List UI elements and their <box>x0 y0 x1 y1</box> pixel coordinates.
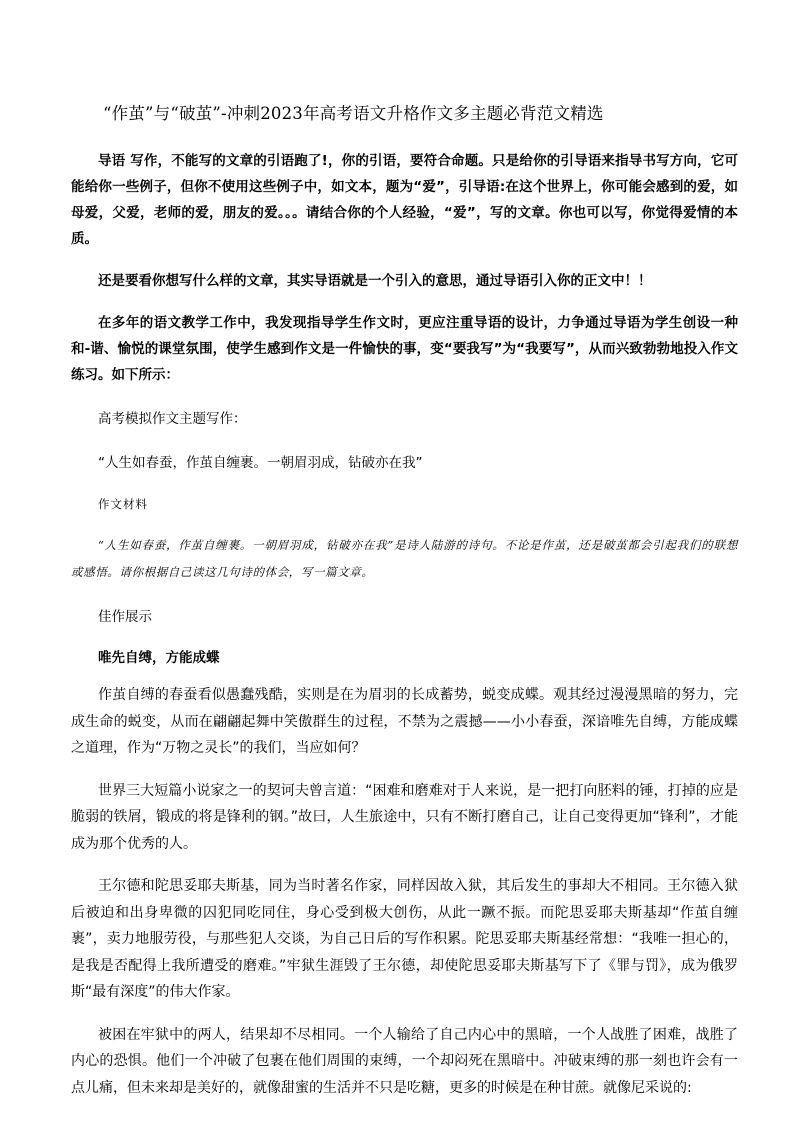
material-text: “人生如春蚕，作茧自缠裹。一朝眉羽成，钻破亦在我”是诗人陆游的诗句。不论是作茧，还是破茧都会引起我们的联想或感悟。请你根据自己读这几句诗的体会，写一篇文章。 <box>71 538 738 579</box>
essay-title: 唯先自缚，方能成蝶 <box>98 650 220 666</box>
section-label: 佳作展示 <box>98 609 152 625</box>
essay-paragraph-3: 王尔德和陀思妥耶夫斯基，同为当时著名作家，同样因故入狱，其后发生的事却大不相同。王尔德入狱后被迫和出身卑微的囚犯同吃同住，身心受到极大创伤，从此一蹶不振。而陀思妥耶夫斯基却“作茧自缠裹”，卖力地服劳役，与那些犯人交谈，为自己日后的写作积累。陀思妥耶夫斯基经常想：“我唯一担心的，是我是否配得上我所遭受的磨难。”牢狱生涯毁了王尔德，却使陀思妥耶夫斯基写下了《罪与罚》，成为俄罗斯“最有深度”的伟大作家。 <box>71 878 738 1000</box>
material-label: 作文材料 <box>98 497 148 511</box>
essay-paragraph-2: 世界三大短篇小说家之一的契诃夫曾言道：“困难和磨难对于人来说，是一把打向胚料的锤，打掉的应是脆弱的铁屑，锻成的将是锋利的钢。”故曰，人生旅途中，只有不断打磨自己，让自己变得更加“锋利”，才能成为那个优秀的人。 <box>71 782 738 852</box>
document-title: “作茧”与“破茧”-冲刺2023年高考语文升格作文多主题必背范文精选 <box>103 104 604 123</box>
essay-paragraph-4: 被困在牢狱中的两人，结果却不尽相同。一个人输给了自己内心中的黑暗，一个人战胜了困难，战胜了内心的恐惧。他们一个冲破了包裹在他们周围的束缚，一个却闷死在黑暗中。冲破束缚的那一刻也许会有一点儿痛，但未来却是美好的，就像甜蜜的生活并不只是吃糖，更多的时候是在种甘蔗。就像尼采说的: <box>71 1026 738 1096</box>
essay-paragraph-1: 作茧自缚的春蚕看似愚蠢残酷，实则是在为眉羽的长成蓄势，蜕变成蝶。观其经过漫漫黑暗的努力，完成生命的蜕变，从而在翩翩起舞中笑傲群生的过程，不禁为之震撼——小小春蚕，深谙唯先自缚，方能成蝶之道理，作为“万物之灵长”的我们，当应如何？ <box>71 687 738 756</box>
intro-paragraph-1: 导语 写作，不能写的文章的引语跑了!，你的引语，要符合命题。只是给你的引导语来指导书写方向，它可能给你一些例子，但你不使用这些例子中，如文本，题为“爱”，引导语:在这个世界上，你可能会感到的爱，如母爱，父爱，老师的爱，朋友的爱。。。请结合你的个人经验，“爱”，写的文章。你也可以写，你觉得爱情的本质。 <box>71 153 738 247</box>
intro-paragraph-2: 还是要看你想写什么样的文章，其实导语就是一个引入的意思，通过导语引入你的正文中！！ <box>98 273 652 289</box>
prompt-heading: 高考模拟作文主题写作： <box>98 411 247 427</box>
intro-paragraph-3: 在多年的语文教学工作中，我发现指导学生作文时，更应注重导语的设计，力争通过导语为学生创设一种和-谐、愉悦的课堂氛围，使学生感到作文是一件愉快的事，变“要我写”为“我要写”，从而兴致勃勃地投入作文练习。如下所示： <box>71 315 738 383</box>
prompt-quote: “人生如春蚕，作茧自缠裹。一朝眉羽成，钻破亦在我” <box>98 455 423 471</box>
